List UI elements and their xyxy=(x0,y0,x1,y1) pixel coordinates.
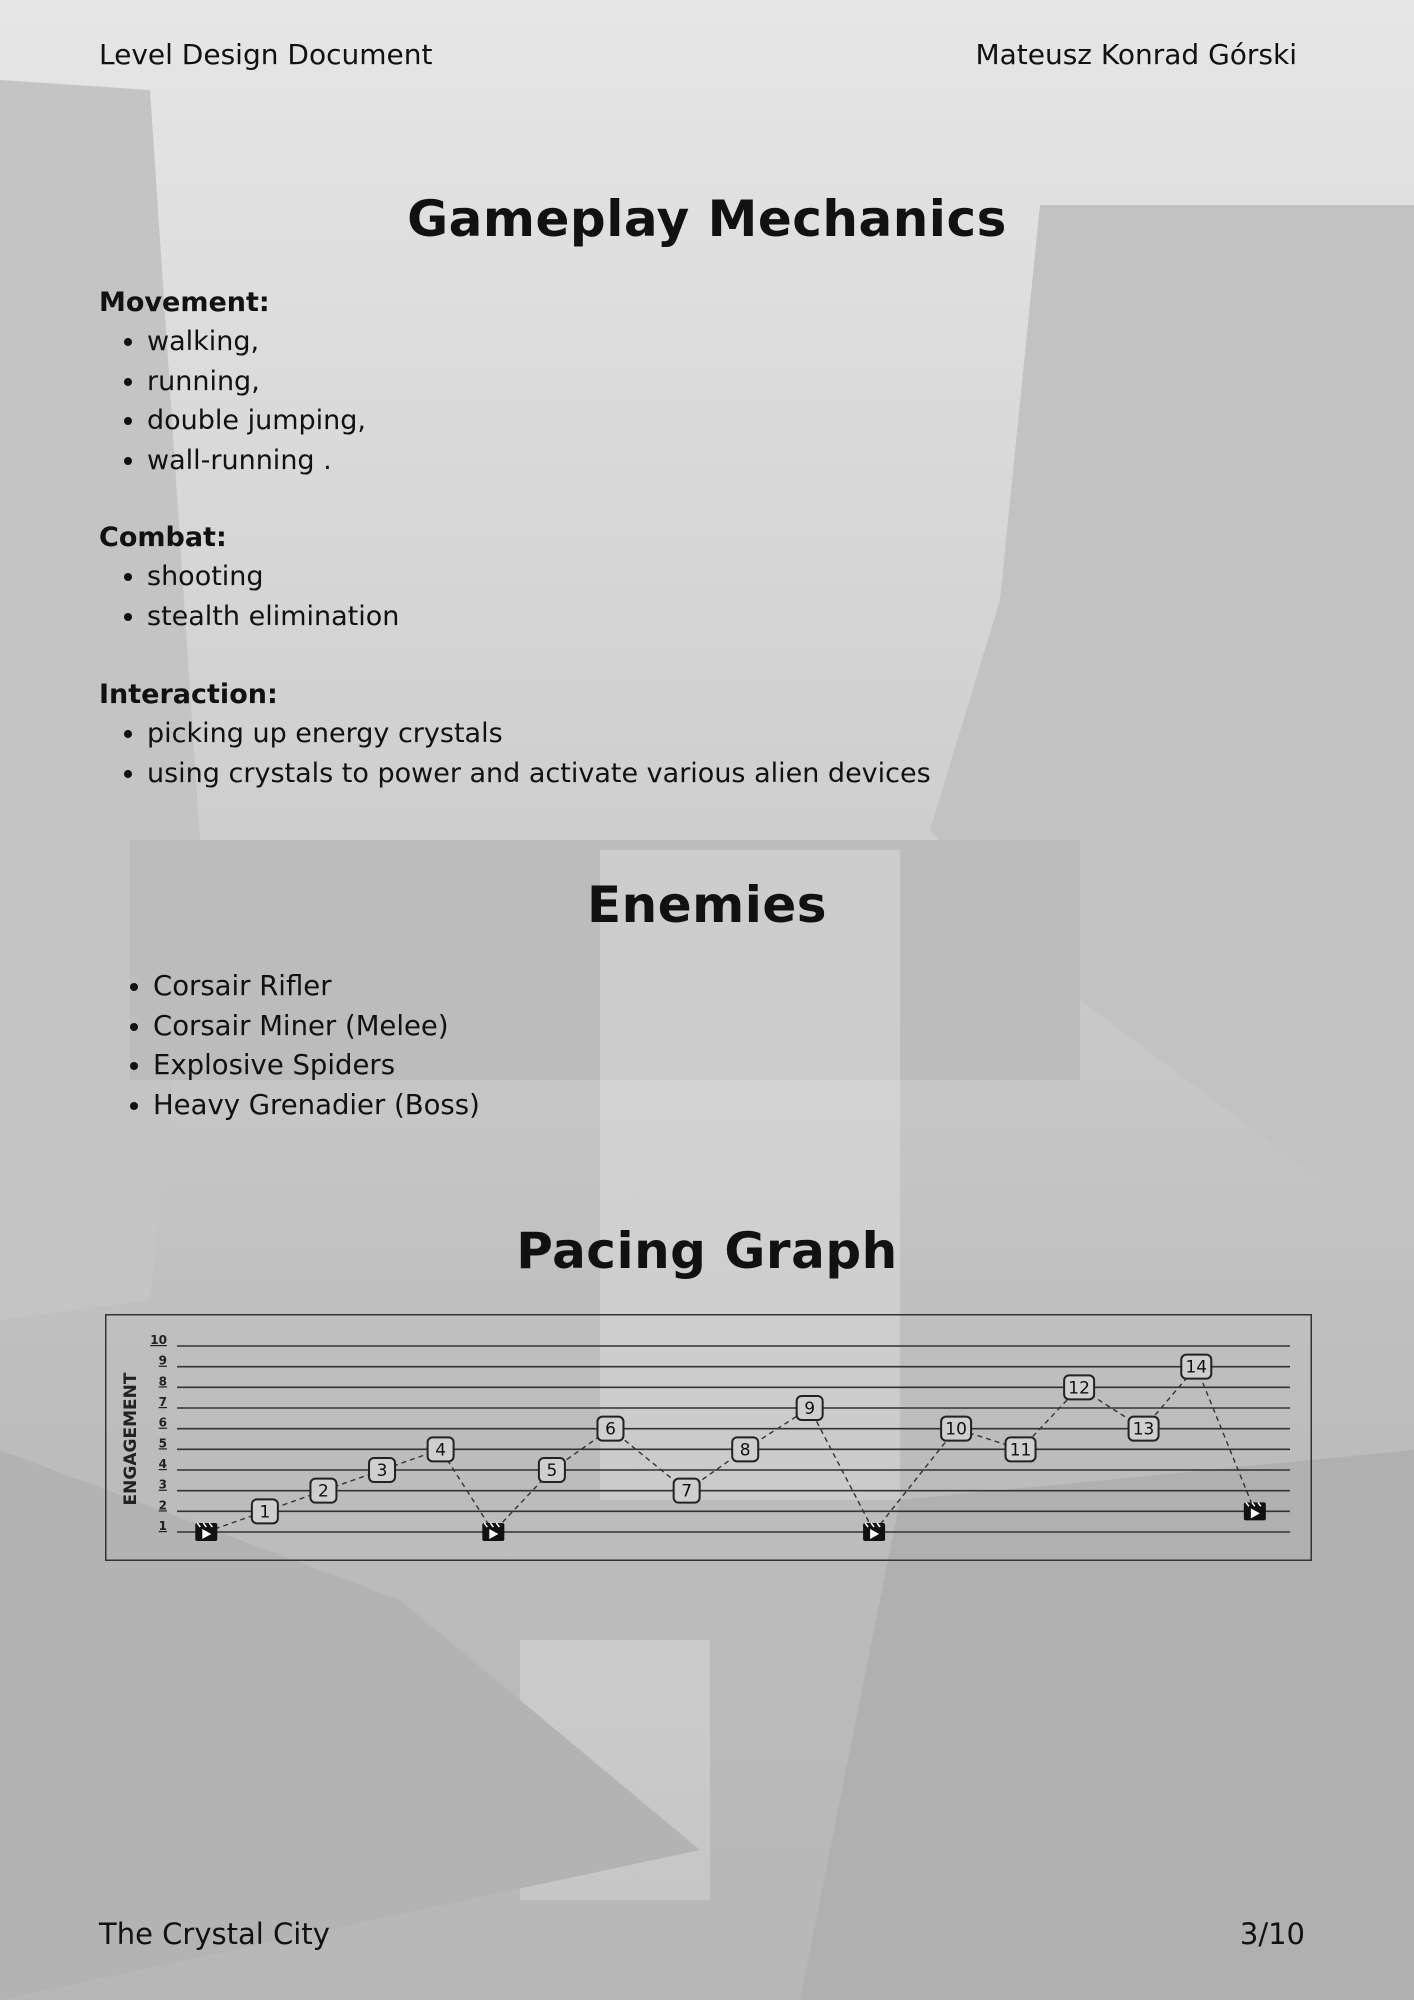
combat-section xyxy=(99,518,399,636)
y-tick-label: 4 xyxy=(158,1457,167,1471)
enemies-heading: Enemies xyxy=(586,876,828,934)
beat-label: 13 xyxy=(1132,1419,1155,1440)
beat-label: 5 xyxy=(546,1461,558,1481)
list-item: • shooting xyxy=(147,557,399,597)
y-tick-label: 8 xyxy=(158,1374,167,1389)
list-item: • picking up energy crystals xyxy=(147,714,931,754)
y-tick-label: 10 xyxy=(150,1333,167,1347)
pacing-graph-heading: Pacing Graph xyxy=(516,1222,898,1280)
beat-label: 14 xyxy=(1185,1357,1208,1378)
beat-label: 11 xyxy=(1009,1440,1032,1461)
enemy-item: • Corsair Rifler xyxy=(153,967,480,1007)
cutscene-icon xyxy=(863,1523,885,1541)
movement-section xyxy=(99,283,366,480)
list-item: • using crystals to power and activate various alien devices xyxy=(147,754,931,794)
beat-label: 4 xyxy=(435,1440,447,1461)
document-type: Level Design Document xyxy=(99,38,433,71)
list-item: • wall-running . xyxy=(147,441,366,481)
beat-label: 9 xyxy=(804,1399,816,1419)
beat-label: 6 xyxy=(605,1419,616,1440)
beat-label: 10 xyxy=(945,1419,967,1440)
interaction-section xyxy=(99,675,931,793)
enemy-item: • Heavy Grenadier (Boss) xyxy=(153,1086,480,1126)
beat-label: 2 xyxy=(318,1481,329,1502)
enemies-list xyxy=(99,967,480,1125)
y-tick-label: 3 xyxy=(158,1477,167,1492)
cutscene-icon xyxy=(195,1523,217,1541)
y-tick-label: 5 xyxy=(158,1436,167,1451)
enemy-item: • Explosive Spiders xyxy=(153,1046,480,1086)
gameplay-mechanics-heading: Gameplay Mechanics xyxy=(407,190,1007,248)
list-item: • double jumping, xyxy=(147,401,366,441)
y-axis-label: ENGAGEMENT xyxy=(121,1372,141,1506)
enemy-item: • Corsair Miner (Melee) xyxy=(153,1007,480,1047)
beat-label: 1 xyxy=(259,1502,271,1523)
list-item: • running, xyxy=(147,362,366,402)
list-item: • walking, xyxy=(147,322,366,362)
beat-label: 12 xyxy=(1068,1378,1090,1399)
combat-label: Combat: xyxy=(99,522,227,553)
y-tick-label: 6 xyxy=(158,1415,167,1430)
beat-label: 7 xyxy=(681,1481,693,1502)
page-number: 3/10 xyxy=(1239,1917,1305,1951)
y-tick-label: 7 xyxy=(158,1395,167,1409)
beat-label: 3 xyxy=(376,1461,388,1481)
cutscene-icon xyxy=(482,1523,504,1541)
beat-label: 8 xyxy=(739,1440,751,1461)
cutscene-icon xyxy=(1244,1502,1266,1520)
pacing-graph xyxy=(105,1314,1312,1561)
author-name: Mateusz Konrad Górski xyxy=(975,38,1297,71)
y-tick-label: 1 xyxy=(158,1519,167,1533)
level-name: The Crystal City xyxy=(99,1917,330,1951)
movement-label: Movement: xyxy=(99,287,270,318)
y-tick-label: 2 xyxy=(158,1498,167,1513)
list-item: • stealth elimination xyxy=(147,597,399,637)
interaction-label: Interaction: xyxy=(99,679,278,710)
y-tick-label: 9 xyxy=(158,1353,167,1368)
